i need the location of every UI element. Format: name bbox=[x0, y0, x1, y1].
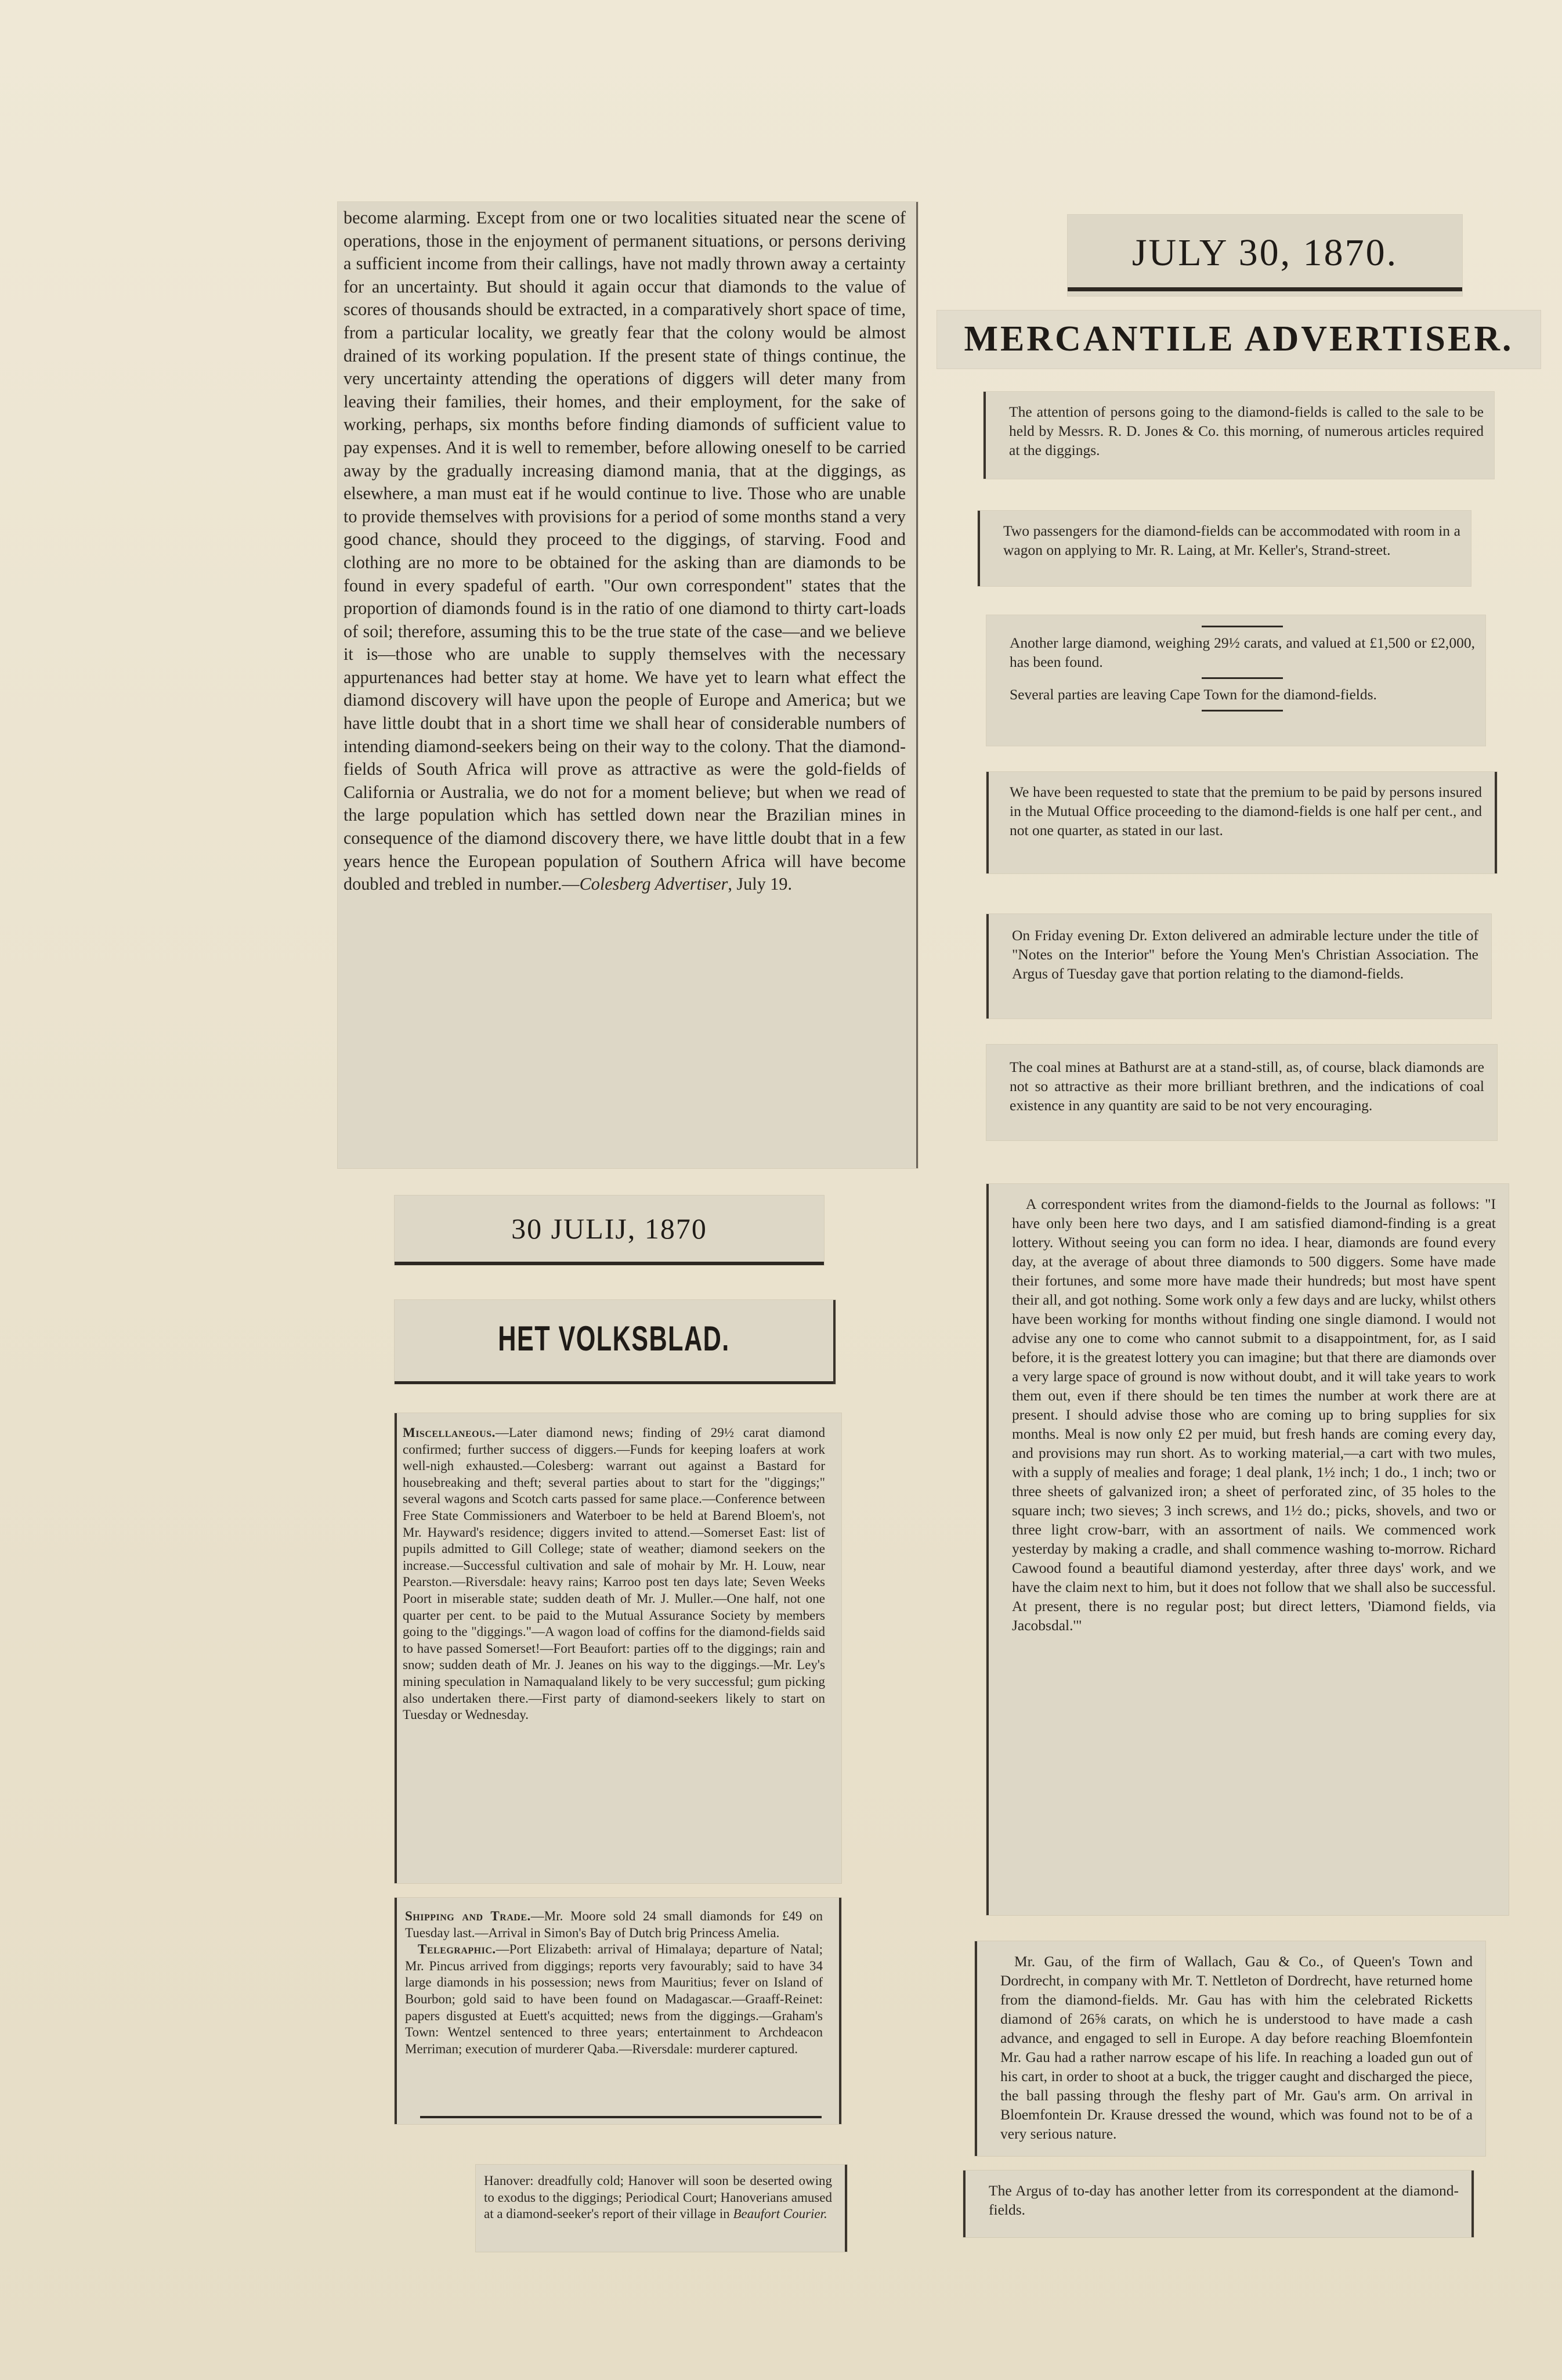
mercantile-item-3-top-rule bbox=[1202, 626, 1283, 627]
mercantile-item-10-text: The Argus of to-day has another letter from its correspondent at the diamond-fields. bbox=[989, 2182, 1459, 2218]
shipping-heading: Shipping and Trade. bbox=[405, 1909, 531, 1923]
mercantile-item-3-rule bbox=[1202, 677, 1283, 679]
mercantile-item-9 bbox=[975, 1941, 1485, 2156]
mercantile-date-clipping bbox=[1068, 215, 1462, 296]
article-main-text bbox=[344, 207, 906, 896]
mercantile-item-6 bbox=[986, 914, 1491, 1019]
mercantile-item-3-4 bbox=[986, 615, 1485, 746]
mercantile-item-5 bbox=[986, 772, 1497, 873]
volksblad-title-clipping bbox=[395, 1300, 836, 1384]
mercantile-item-1-text: The attention of persons going to the diamond-fields is called to the sale to be held by Messrs. R. D. Jones & Co. this morning, of numerous articles required at the diggings. bbox=[1009, 403, 1484, 458]
mercantile-item-10 bbox=[963, 2170, 1474, 2237]
article-main-source: Colesberg Advertiser bbox=[579, 874, 728, 894]
mercantile-date: JULY 30, 1870. bbox=[1131, 232, 1398, 274]
mercantile-item-2 bbox=[978, 511, 1471, 586]
article-main-body: become alarming. Except from one or two localities situated near the scene of operations, those in the enjoyment of permanent situations, or persons deriving a sufficient income from their callings, have not madly thrown away a certainty for an uncertainty. But should it again occur that diamonds to the value of scores of thousands should be extracted, in a comparatively short space of time, from a particular locality, we greatly fear that the colony would be almost drained of its working population. If the present state of things continue, the very uncertainty attending the operations of diggers will deter many from leaving their families, their homes, and their employment, for the sake of working, perhaps, six months before finding diamonds of sufficient value to pay expenses. And it is well to remember, before allowing oneself to be carried away by the gradually increasing diamond mania, that at the diggings, as elsewhere, a man must eat if he would continue to live. Those who are unable to provide themselves with provisions for a period of some months stand a very good chance, should they proceed to the diggings, of starving. Food and clothing are no more to be obtained for the asking than are diamonds to be found in every spadeful of earth. "Our own correspondent" states that the proportion of diamonds found is in the ratio of one diamond to thirty cart-loads of soil; therefore, assuming this to be the true state of the case—and we believe it is—those who are unable to supply themselves with the necessary appurtenances had better stay at home. We have yet to learn what effect the diamond discovery will have upon the people of Europe and America; but we have little doubt that in a short time we shall hear of considerable numbers of intending diamond-seekers being on their way to the colony. That the diamond-fields of South Africa will prove as attractive as were the gold-fields of California or Australia, we do not for a moment believe; but when we read of the large population which has settled down near the Brazilian mines in consequence of the diamond discovery there, we have little doubt that in a few years hence the European population of Southern Africa will have become doubled and trebled in number.— bbox=[344, 208, 906, 894]
article-main-date: , July 19. bbox=[728, 874, 793, 894]
volksblad-date-rule bbox=[395, 1262, 824, 1265]
hanover-source: Beaufort Courier. bbox=[733, 2206, 827, 2222]
mercantile-item-6-text: On Friday evening Dr. Exton delivered an admirable lecture under the title of "Notes on the Interior" before the Young Men's Christian Association. The Argus of Tuesday gave that portion relating to the diamond-fields. bbox=[1012, 927, 1478, 982]
telegraphic-text bbox=[405, 1941, 823, 2057]
hanover-text bbox=[484, 2173, 832, 2223]
mercantile-item-4-rule bbox=[1202, 710, 1283, 712]
miscellaneous-clipping bbox=[395, 1413, 841, 1883]
mercantile-item-4-text: Several parties are leaving Cape Town for the diamond-fields. bbox=[1010, 686, 1377, 703]
mercantile-title-clipping bbox=[937, 310, 1541, 369]
mercantile-item-3-text: Another large diamond, weighing 29½ carats, and valued at £1,500 or £2,000, has been found. bbox=[1010, 634, 1475, 670]
shipping-body: —Mr. Moore sold 24 small diamonds for £49 on Tuesday last.—Arrival in Simon's Bay of Dutch brig Princess Amelia. bbox=[405, 1909, 823, 1940]
mercantile-item-7 bbox=[986, 1045, 1497, 1140]
hanover-body: Hanover: dreadfully cold; Hanover will soon be deserted owing to exodus to the diggings; Periodical Court; Hanoverians amused at a diamond-seeker's report of their village in bbox=[484, 2173, 832, 2222]
miscellaneous-body: —Later diamond news; finding of 29½ carat diamond confirmed; further success of diggers.—Funds for keeping loafers at work well-nigh exhausted.—Colesberg: warrant out against a Bastard for housebreaking and theft; several parties about to start for the "diggings;" several wagons and Scotch carts passed for same place.—Conference between Free State Commissioners and Waterboer to be held at Barend Bloem's, not Mr. Hayward's residence; diggers invited to attend.—Somerset East: list of pupils admitted to Gill College; state of weather; diamond seekers on the increase.—Successful cultivation and sale of mohair by Mr. H. Louw, near Pearston.—Riversdale: heavy rains; Karroo post ten days late; Seven Weeks Poort in miserable state; sudden death of Mr. J. Muller.—One half, not one quarter per cent. to be paid to the Mutual Assurance Society by members going to the "diggings."—A wagon load of coffins for the diamond-fields said to have passed Somerset!—Fort Beaufort: parties off to the diggings; rain and snow; sudden death of Mr. J. Jeanes on his way to the diggings.—Mr. Ley's mining speculation in Namaqualand likely to be very successful; gum picking also undertaken there.—First party of diamond-seekers likely to start on Tuesday or Wednesday. bbox=[403, 1425, 825, 1722]
mercantile-item-9-text: Mr. Gau, of the firm of Wallach, Gau & Co., of Queen's Town and Dordrecht, in company with Mr. T. Nettleton of Dordrecht, have returned home from the diamond-fields. Mr. Gau has with him the celebrated Ricketts diamond of 26⅝ carats, on which he is understood to have made a cash advance, and engaged to sell in Europe. A day before reaching Bloemfontein Mr. Gau had a rather narrow escape of his life. In reaching a loaded gun out of his cart, in order to shoot at a buck, the trigger caught and discharged the piece, the ball passing through the fleshy part of Mr. Gau's arm. On arrival in Bloemfontein Dr. Krause dressed the wound, which was found not to be of a very serious nature. bbox=[1000, 1953, 1473, 2142]
shipping-bottom-rule bbox=[420, 2116, 822, 2118]
volksblad-title: HET VOLKSBLAD. bbox=[498, 1319, 730, 1358]
mercantile-title: MERCANTILE ADVERTISER. bbox=[964, 319, 1514, 359]
volksblad-title-rule bbox=[395, 1381, 833, 1384]
mercantile-item-8-text: A correspondent writes from the diamond-fields to the Journal as follows: "I have only been here two days, and I am satisfied diamond-finding is a great lottery. Without seeing you can form no idea. I hear, diamonds are found every day, at the average of about three diamonds to 500 diggers. Some have made their fortunes, and some more have made their hundreds; but most have spent their all, and got nothing. Some work only a few days and are lucky, whilst others have been working for months without finding one single diamond. I would not advise any one to come who cannot submit to a disappointment, for, as I said before, it is the greatest lottery you can imagine; but that there are diamonds over a very large space of ground is now without doubt, and it will take years to work them out, even if there should be ten times the number at work there are at present. I should advise those who are coming up to bring supplies for six months. Meal is now only £2 per muid, but fresh hands are coming every day, and provisions may run short. As to working material,—a cart with two mules, with a supply of mealies and forage; 1 deal plank, 1½ inch; 1 do., 1 inch; two or three sheets of galvanized iron; a sheet of perforated zinc, of 35 holes to the square inch; two sieves; 3 inch screws, and 1½ do.; picks, shovels, and two or three light crow-barr, with an assortment of nails. We commenced work yesterday by making a cradle, and shall commence washing to-morrow. Richard Cawood found a beautiful diamond yesterday, after three days' work, and we have the claim next to him, but it does not follow that we shall also be successful. At present, there is no regular post; but direct letters, 'Diamond fields, via Jacobsdal.'" bbox=[1012, 1196, 1496, 1634]
article-main-clipping bbox=[338, 202, 918, 1168]
miscellaneous-text bbox=[403, 1425, 825, 1724]
mercantile-date-rule bbox=[1068, 287, 1462, 291]
mercantile-item-1 bbox=[984, 392, 1494, 479]
miscellaneous-heading: Miscellaneous. bbox=[403, 1425, 496, 1440]
shipping-text bbox=[405, 1908, 823, 1941]
volksblad-date-clipping bbox=[395, 1196, 824, 1265]
hanover-clipping bbox=[476, 2165, 847, 2252]
mercantile-item-5-text: We have been requested to state that the premium to be paid by persons insured in the Mutual Office proceeding to the diamond-fields is one half per cent., and not one quarter, as stated in our last. bbox=[1010, 783, 1482, 839]
volksblad-date: 30 JULIJ, 1870 bbox=[511, 1212, 707, 1245]
shipping-telegraphic-clipping bbox=[395, 1898, 841, 2124]
telegraphic-body: —Port Elizabeth: arrival of Himalaya; departure of Natal; Mr. Pincus arrived from diggings; reports very favourably; said to have 34 large diamonds in his possession; news from Mauritius; fever on Island of Bourbon; gold said to have been found on Madagascar.—Graaff-Reinet: papers disgusted at Euett's acquitted; news from the diggings.—Graham's Town: Wentzel sentenced to three years; entertainment to Archdeacon Merriman; execution of murderer Qaba.—Riversdale: murderer captured. bbox=[405, 1942, 823, 2056]
mercantile-item-8 bbox=[986, 1184, 1509, 1915]
mercantile-item-7-text: The coal mines at Bathurst are at a stand-still, as, of course, black diamonds are not so attractive as their more brilliant brethren, and the indications of coal existence in any quantity are said to be not very encouraging. bbox=[1010, 1059, 1484, 1114]
telegraphic-heading: Telegraphic. bbox=[418, 1942, 496, 1957]
mercantile-item-2-text: Two passengers for the diamond-fields can be accommodated with room in a wagon on applying to Mr. R. Laing, at Mr. Keller's, Strand-street. bbox=[1003, 522, 1460, 558]
